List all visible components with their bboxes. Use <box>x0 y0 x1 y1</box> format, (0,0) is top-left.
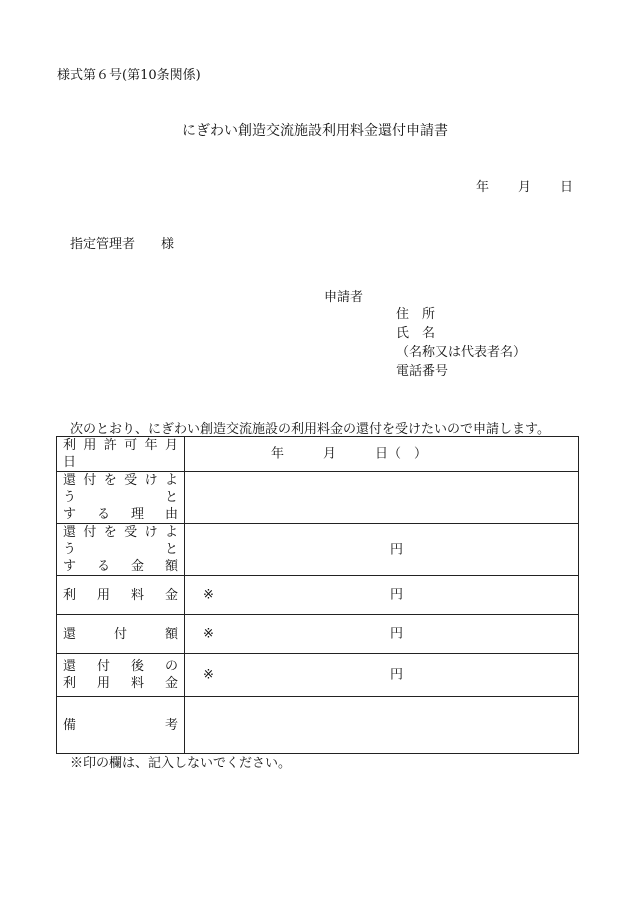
label-fee-after-refund: 還 付 後 の 利 用 料 金 <box>57 654 185 697</box>
yen-unit: 円 <box>390 587 404 603</box>
value-fee-after-refund <box>185 654 579 697</box>
value-reason[interactable] <box>185 472 579 524</box>
form-number: 様式第６号(第10条関係) <box>57 68 201 83</box>
office-use-mark: ※ <box>203 667 214 683</box>
application-table <box>56 436 579 754</box>
applicant-address-label: 住 所 <box>396 307 436 322</box>
date-year-label: 年 <box>476 180 490 195</box>
table-row-usage-fee <box>57 576 579 615</box>
yen-unit: 円 <box>390 626 404 642</box>
yen-unit: 円 <box>390 667 404 683</box>
label-reason: 還 付 を 受 け よ う と す る 理 由 <box>57 472 185 524</box>
office-use-mark: ※ <box>203 587 214 603</box>
table-row-fee-after-refund <box>57 654 579 697</box>
office-use-mark: ※ <box>203 626 214 642</box>
value-requested-amount[interactable] <box>185 524 579 576</box>
permit-date-template: 年 月 日（ ） <box>271 446 428 462</box>
value-refund-amount <box>185 615 579 654</box>
table-row-requested-amount <box>57 524 579 576</box>
value-remarks[interactable] <box>185 697 579 754</box>
label-permit-date: 利 用 許 可 年 月 日 <box>57 437 185 472</box>
label-refund-amount: 還 付 額 <box>57 615 185 654</box>
applicant-fields <box>396 305 526 381</box>
yen-unit: 円 <box>390 542 404 557</box>
intro-text: 次のとおり、にぎわい創造交流施設の利用料金の還付を受けたいので申請します。 <box>70 422 550 437</box>
value-permit-date[interactable] <box>185 437 579 472</box>
table-row-permit-date <box>57 437 579 472</box>
table-row-refund-amount <box>57 615 579 654</box>
value-usage-fee <box>185 576 579 615</box>
applicant-name-label: 氏 名 <box>396 326 436 341</box>
footnote: ※印の欄は、記入しないでください。 <box>70 756 292 771</box>
table-row-reason <box>57 472 579 524</box>
date-month-label: 月 <box>518 180 532 195</box>
date-day-label: 日 <box>560 180 574 195</box>
document-title: にぎわい創造交流施設利用料金還付申請書 <box>182 123 448 139</box>
applicant-name-note: （名称又は代表者名） <box>396 345 527 360</box>
date-line <box>476 176 573 195</box>
label-remarks: 備 考 <box>57 697 185 754</box>
label-usage-fee: 利 用 料 金 <box>57 576 185 615</box>
applicant-phone-label: 電話番号 <box>396 364 449 379</box>
applicant-label: 申請者 <box>324 290 364 305</box>
label-requested-amount: 還 付 を 受 け よ う と す る 金 額 <box>57 524 185 576</box>
addressee: 指定管理者 様 <box>70 237 175 252</box>
table-row-remarks <box>57 697 579 754</box>
